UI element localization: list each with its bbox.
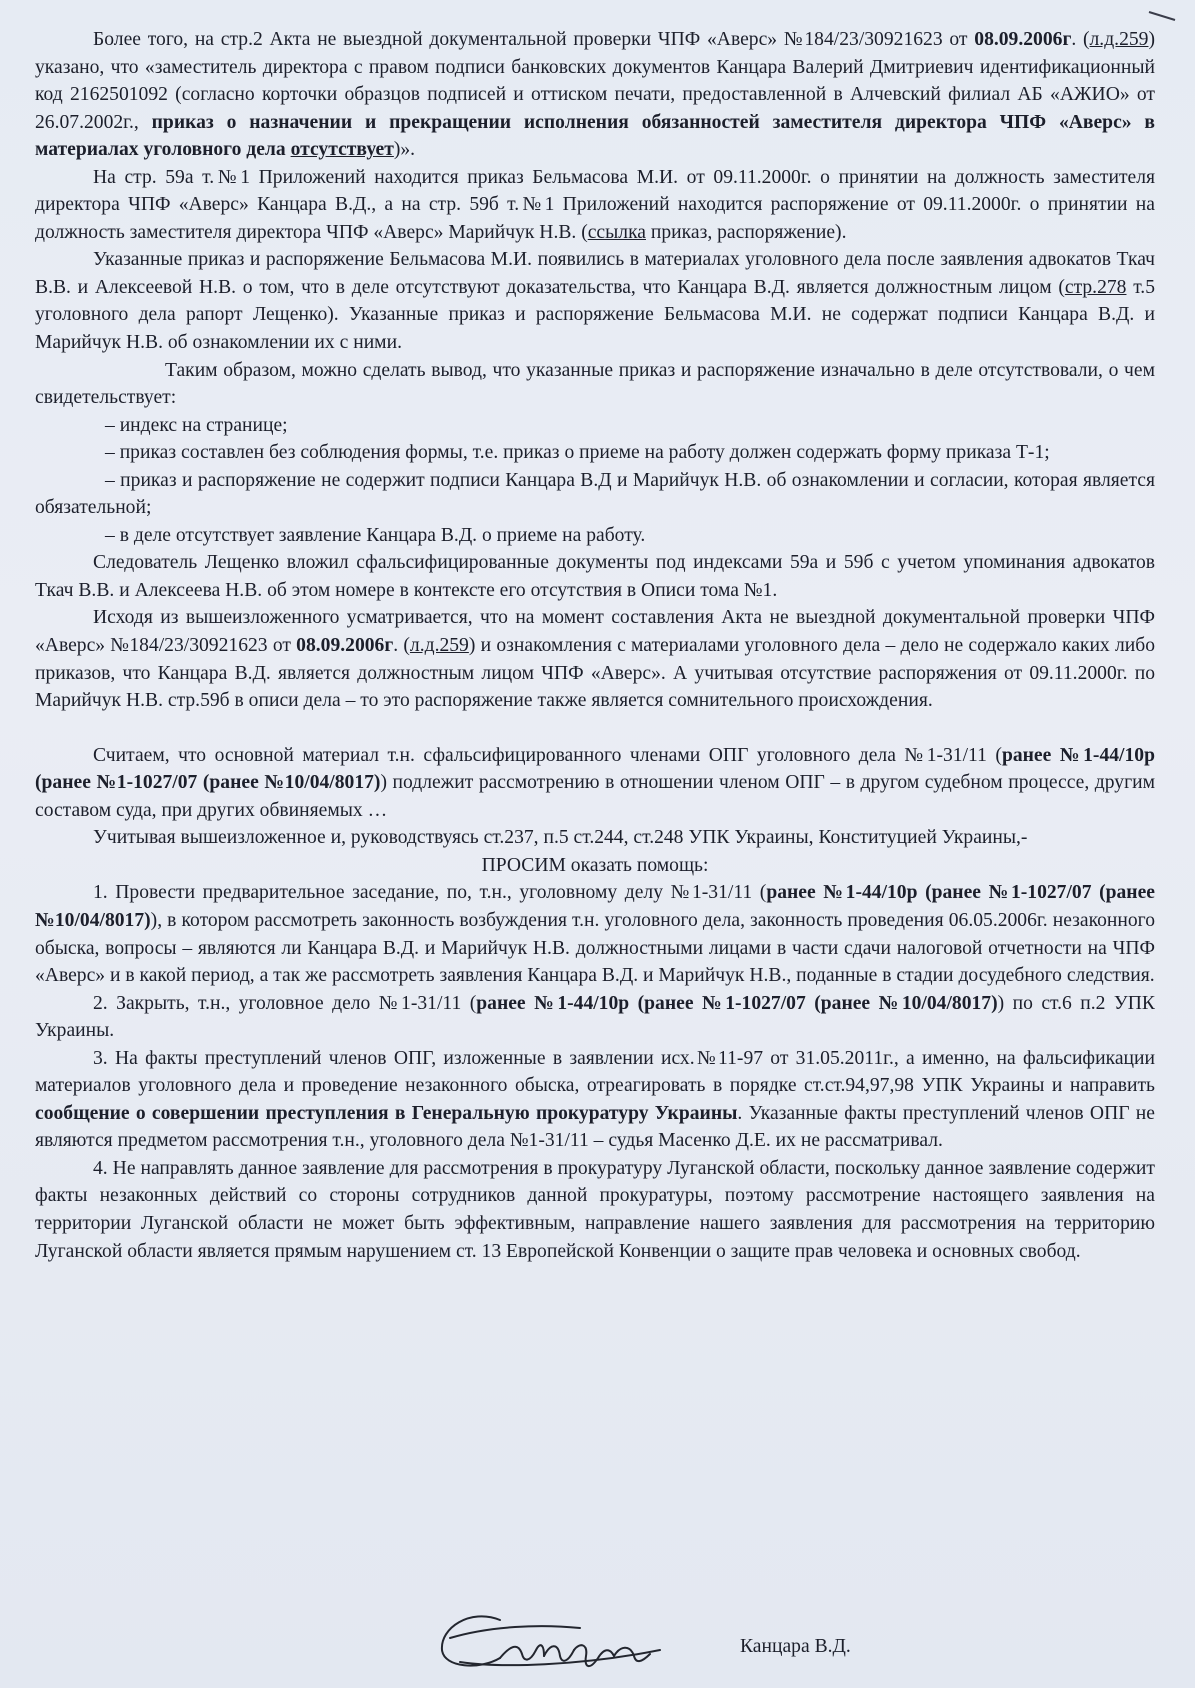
text-run: 4. Не направлять данное заявление для рассмотрения в прокуратуру Луганской области, поскольку данное заявление содержит факты незаконных действий со стороны сотрудников данной прокуратуры, поэтому рассмотрение настоящего заявления на территории Луганской области не может быть эффективным, направление нашего заявления для рассмотрения на территорию Луганской области является прямым нарушением ст. 13 Европейской Конвенции о защите прав человека и основных свобод. [35, 1157, 1155, 1262]
bold-text: сообщение о совершении преступления в Генеральную прокуратуру Украины [35, 1102, 738, 1124]
text-run: Считаем, что основной материал т.н. сфальсифицированного членами ОПГ уголовного дела №1-31/11 ( [93, 744, 1002, 766]
text-run: Указанные приказ и распоряжение Бельмасова М.И. появились в материалах уголовного дела после заявления адвокатов Ткач В.В. и Алексеевой Н.В. о том, что в деле отсутствуют доказательства, что Канцара В.Д. является должностным лицом ( [35, 249, 1155, 298]
paragraph-p15 [35, 990, 1155, 1045]
paragraph-p6 [35, 439, 1155, 467]
text-run: )». [393, 139, 416, 161]
signature-block [430, 1598, 950, 1678]
text-run: Исходя из вышеизложенного усматривается, что на момент составления Акта не выездной документальной проверки ЧПФ «Аверс» №184/23/30921623 от [35, 607, 1155, 657]
text-run: – в деле отсутствует заявление Канцара В.Д. о приеме на работу. [105, 524, 646, 546]
text-run: ) указано, что «заместитель директора с правом подписи банковских документов Канцара Валерий Дмитриевич идентификационный код 2162501092 (согласно корточки образцов подписей и оттиском печати, предоставленной в Алчевский филиал АБ «АЖИО» от 26.07.2002г., [35, 29, 1155, 133]
paragraph-p14 [35, 879, 1155, 989]
text-run: приказ, распоряжение). [646, 221, 847, 243]
text-run: ПРОСИМ оказать помощь: [481, 854, 709, 876]
paragraph-p4 [35, 357, 1155, 412]
paragraph-p16 [35, 1045, 1155, 1155]
text-run: ), в котором рассмотреть законность возбуждения т.н. уголовного дела, законность проведения 06.05.2006г. незаконного обыска, вопросы – являются ли Канцара В.Д. и Марийчук Н.В. должностными лицами в части сдачи налоговой отчетности на ЧПФ «Аверс» и в какой период, а так же рассмотреть заявления Канцара В.Д. и Марийчук Н.В., поданные в стадии досудебного следствия. [35, 909, 1155, 987]
text-run: 2. Закрыть, т.н., уголовное дело №1-31/11 ( [93, 992, 477, 1014]
bold-text: ранее №1-44/10р (ранее №1-1027/07 (ранее №10/04/8017) [35, 882, 1155, 931]
text-run: . ( [393, 635, 410, 657]
text-run: ) подлежит рассмотрению в отношении членом ОПГ – в другом судебном процессе, другим составом суда, при других обвиняемых … [35, 772, 1156, 821]
text-run: ) и ознакомления с материалами уголовного дела – дело не содержало каких либо приказов, что Канцара В.Д. является должностным лицом ЧПФ «Аверс». А учитывая отсутствие распоряжения от 09.11.2000г. по Марийчук Н.В. стр.59б в описи дела – то это распоряжение также является сомнительного происхождения. [35, 635, 1155, 712]
text-run: . Указанные факты преступлений членов ОПГ не являются предметом рассмотрения т.н., уголовного дела №1-31/11 – судья Масенко Д.Е. их не рассматривал. [35, 1102, 1155, 1152]
bold-text: отсутствует [290, 139, 394, 161]
bold-text: приказ о назначении и прекращении исполнения обязанностей заместителя директора ЧПФ «Аверс» в материалах уголовного дела [35, 111, 1155, 161]
paragraph-p8 [35, 522, 1155, 550]
text-run: Учитывая вышеизложенное и, руководствуясь ст.237, п.5 ст.244, ст.248 УПК Украины, Конституцией Украины,- [93, 827, 1028, 849]
bold-text: ранее №1-44/10р (ранее №1-1027/07 (ранее №10/04/8017) [35, 744, 1155, 794]
paragraph-p17 [35, 1155, 1155, 1265]
paragraph-p13 [35, 852, 1155, 880]
paragraph-p5 [35, 412, 1155, 440]
text-run: . ( [1071, 29, 1090, 50]
bold-text: 08.09.2006г [974, 29, 1072, 50]
text-run: Более того, на стр.2 Акта не выездной документальной проверки ЧПФ «Аверс» №184/23/30921623 от [93, 29, 975, 50]
paragraph-p10 [35, 604, 1155, 714]
text-run: Следователь Лещенко вложил сфальсифицированные документы под индексами 59а и 59б с учетом упоминания адвокатов Ткач В.В. и Алексеева Н.В. об этом номере в контексте его отсутствия в Описи тома №1. [35, 552, 1155, 601]
paragraph-p1 [35, 26, 1155, 164]
paragraph-p12 [35, 824, 1155, 852]
text-run: На стр. 59а т.№1 Приложений находится приказ Бельмасова М.И. от 09.11.2000г. о принятии на должность заместителя директора ЧПФ «Аверс» Канцара В.Д., а на стр. 59б т.№1 Приложений находится распоряжение от 09.11.2000г. о принятии на должность заместителя директора ЧПФ «Аверс» Марийчук Н.В. ( [35, 166, 1155, 243]
paragraph-p3 [35, 246, 1155, 356]
text-run: ) по ст.6 п.2 УПК Украины. [35, 992, 1155, 1042]
text-run: – приказ и распоряжение не содержит подписи Канцара В.Д и Марийчук Н.В. об ознакомлении и согласии, которая является обязательной; [35, 469, 1155, 519]
paragraph-p7 [35, 467, 1155, 522]
text-run: – индекс на странице; [105, 414, 288, 436]
bold-text: ранее №1-44/10р (ранее №1-1027/07 (ранее №10/04/8017) [476, 992, 998, 1014]
document-body [35, 26, 1155, 1265]
text-run: 3. На факты преступлений членов ОПГ, изложенные в заявлении исх.№11-97 от 31.05.2011г., а именно, на фальсификации материалов уголовного дела и проведение незаконного обыска, отреагировать в порядке ст.ст.94,97,98 УПК Украины и направить [35, 1047, 1155, 1097]
paragraph-p11 [35, 742, 1155, 825]
signer-name: Канцара В.Д. [740, 1636, 851, 1657]
reference-text: стр.278 [1064, 276, 1127, 298]
text-run: 1. Провести предварительное заседание, по, т.н., уголовному делу №1-31/11 ( [93, 882, 767, 904]
reference-text: ссылка [587, 221, 646, 243]
handwritten-signature [430, 1598, 730, 1688]
text-run: т.5 уголовного дела рапорт Лещенко). Указанные приказ и распоряжение Бельмасова М.И. не содержат подписи Канцара В.Д. и Марийчук Н.В. об ознакомлении их с ними. [35, 276, 1155, 354]
paragraph-p2 [35, 164, 1155, 247]
bold-text: 08.09.2006г [296, 635, 394, 657]
reference-text: л.д.259 [1089, 29, 1149, 50]
reference-text: л.д.259 [409, 635, 469, 657]
text-run: Таким образом, можно сделать вывод, что указанные приказ и распоряжение изначально в деле отсутствовали, о чем свидетельствует: [35, 359, 1155, 409]
paragraph-p9 [35, 549, 1155, 604]
text-run: – приказ составлен без соблюдения формы, т.е. приказ о приеме на работу должен содержать форму приказа Т-1; [105, 442, 1050, 464]
